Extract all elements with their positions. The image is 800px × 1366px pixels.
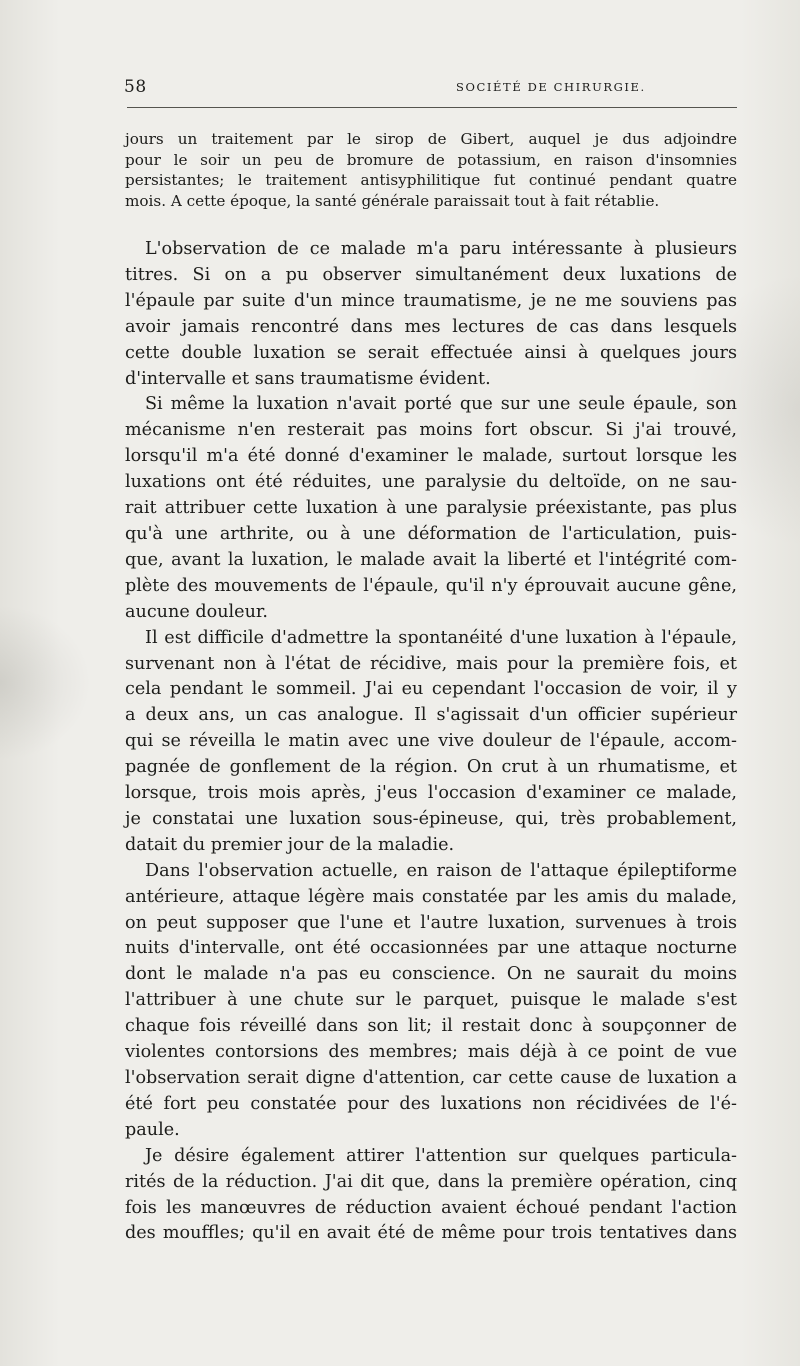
- text-line: qui se réveilla le matin avec une vive douleur de l'épaule, accom-: [125, 731, 737, 752]
- header-rule: [127, 107, 737, 108]
- text-line: L'observation de ce malade m'a paru intéressante à plusieurs: [145, 239, 737, 259]
- text-line: persistantes; le traitement antisyphilitique fut continué pendant quatre: [125, 171, 737, 190]
- text-line: rités de la réduction. J'ai dit que, dans la première opération, cinq: [125, 1171, 737, 1192]
- text-line: jours un traitement par le sirop de Gibert, auquel je dus adjoindre: [125, 130, 737, 148]
- text-line: a deux ans, un cas analogue. Il s'agissait d'un officier supérieur: [125, 705, 737, 726]
- text-line: lorsque, trois mois après, j'eus l'occasion d'examiner ce malade,: [125, 783, 737, 804]
- text-line: que, avant la luxation, le malade avait la liberté et l'intégrité com-: [125, 549, 737, 570]
- text-line: fois les manœuvres de réduction avaient échoué pendant l'action: [125, 1197, 737, 1218]
- paragraph-closing-case: [125, 129, 737, 212]
- text-line: survenant non à l'état de récidive, mais pour la première fois, et: [125, 653, 737, 674]
- text-line: titres. Si on a pu observer simultanément deux luxations de: [125, 264, 737, 285]
- text-line: Si même la luxation n'avait porté que sur une seule épaule, son: [145, 394, 737, 415]
- text-line: d'intervalle et sans traumatisme évident.: [125, 368, 491, 389]
- text-line: cette double luxation se serait effectuée ainsi à quelques jours: [125, 342, 737, 363]
- text-line: mécanisme n'en resterait pas moins fort obscur. Si j'ai trouvé,: [125, 420, 737, 441]
- text-line: l'attribuer à une chute sur le parquet, puisque le malade s'est: [125, 990, 737, 1011]
- text-line: Il est difficile d'admettre la spontanéité d'une luxation à l'épaule,: [145, 627, 737, 648]
- text-line: nuits d'intervalle, ont été occasionnées par une attaque nocturne: [125, 938, 737, 959]
- text-line: je constatai une luxation sous-épineuse, qui, très probablement,: [125, 808, 737, 829]
- text-line: Dans l'observation actuelle, en raison de l'attaque épileptiforme: [145, 860, 737, 881]
- text-line: paule.: [125, 1119, 180, 1140]
- text-line: datait du premier jour de la maladie.: [125, 834, 455, 855]
- text-line: antérieure, attaque légère mais constatée par les amis du malade,: [125, 886, 737, 907]
- page-header: [124, 77, 736, 99]
- running-title: SOCIÉTÉ DE CHIRURGIE.: [456, 80, 646, 94]
- text-line: des mouffles; qu'il en avait été de même pour trois tentatives dans: [125, 1223, 737, 1244]
- text-line: pagnée de gonflement de la région. On crut à un rhumatisme, et: [125, 757, 737, 778]
- page-number: 58: [124, 77, 147, 97]
- text-line: l'épaule par suite d'un mince traumatisme, je ne me souviens pas: [125, 290, 737, 311]
- text-line: chaque fois réveillé dans son lit; il restait donc à soupçonner de: [125, 1016, 737, 1037]
- text-line: avoir jamais rencontré dans mes lectures de cas dans lesquels: [125, 316, 737, 337]
- main-text: [125, 237, 737, 1247]
- text-line: pour le soir un peu de bromure de potassium, en raison d'insomnies: [125, 150, 737, 169]
- text-line: mois. A cette époque, la santé générale paraissait tout à fait rétablie.: [125, 192, 660, 211]
- text-line: aucune douleur.: [125, 601, 268, 622]
- text-line: dont le malade n'a pas eu conscience. On ne saurait du moins: [125, 964, 737, 985]
- text-line: cela pendant le sommeil. J'ai eu cependant l'occasion de voir, il y: [125, 679, 737, 700]
- text-line: Je désire également attirer l'attention sur quelques particula-: [145, 1145, 737, 1166]
- text-line: lorsqu'il m'a été donné d'examiner le malade, surtout lorsque les: [125, 446, 737, 467]
- text-line: plète des mouvements de l'épaule, qu'il n'y éprouvait aucune gêne,: [125, 575, 737, 596]
- text-line: on peut supposer que l'une et l'autre luxation, survenues à trois: [125, 912, 737, 933]
- text-line: rait attribuer cette luxation à une paralysie préexistante, pas plus: [125, 498, 737, 519]
- text-line: l'observation serait digne d'attention, car cette cause de luxation a: [125, 1068, 737, 1088]
- text-line: luxations ont été réduites, une paralysie du deltoïde, on ne sau-: [125, 472, 737, 493]
- text-line: qu'à une arthrite, ou à une déformation de l'articulation, puis-: [125, 523, 737, 544]
- text-line: violentes contorsions des membres; mais déjà à ce point de vue: [125, 1042, 737, 1063]
- text-line: été fort peu constatée pour des luxations non récidivées de l'é-: [125, 1093, 737, 1114]
